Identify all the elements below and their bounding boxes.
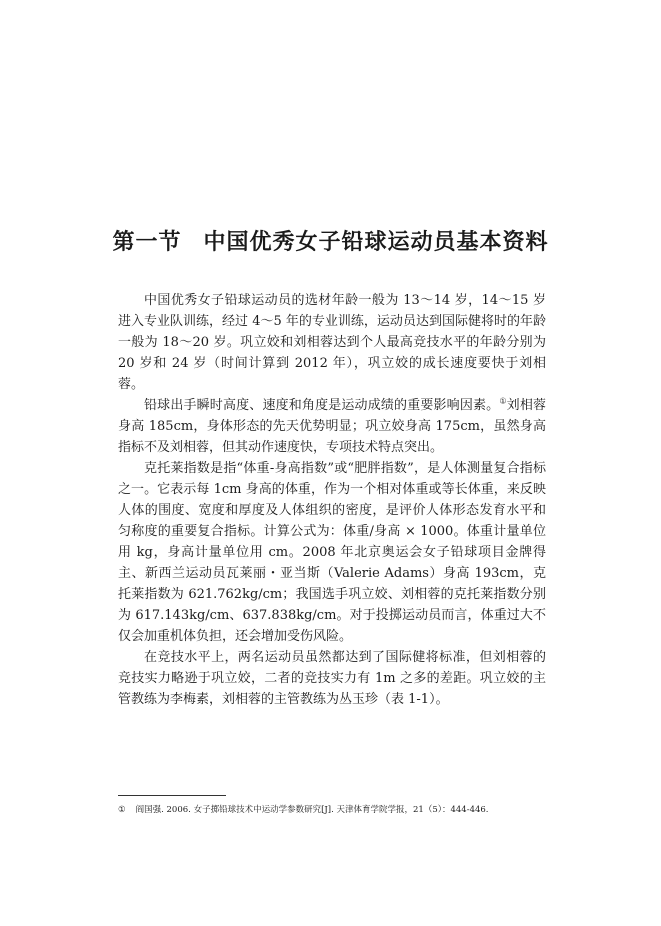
paragraph-text: 铅球出手瞬时高度、速度和角度是运动成绩的重要影响因素。 <box>144 398 500 413</box>
section-title: 中国优秀女子铅球运动员基本资料 <box>203 229 549 256</box>
footnote <box>118 804 558 816</box>
paragraph-text: 刘相蓉身高 185cm，身体形态的先天优势明显；巩立姣身高 175cm，虽然身高指标不及刘相蓉，但其动作速度快，专项技术特点突出。 <box>118 398 546 455</box>
footnote-reference: ① <box>499 396 507 406</box>
footnote-marker: ① <box>118 805 126 815</box>
paragraph-selection-age: 中国优秀女子铅球运动员的选材年龄一般为 13～14 岁，14～15 岁进入专业队训练，经过 4～5 年的专业训练，运动员达到国际健将时的年龄一般为 18～20 岁。巩立姣和刘相蓉达到个人最高竞技水平的年龄分别为 20 岁和 24 岁（时间计算到 2012 年），巩立姣的成长速度要快于刘相蓉。 <box>118 293 546 392</box>
paragraph-quetelet-index: 克托莱指数是指“体重-身高指数”或“肥胖指数”，是人体测量复合指标之一。它表示每 1cm 身高的体重，作为一个相对体重或等长体重，来反映人体的围度、宽度和厚度及人体组织的密度，是评价人体形态发育水平和匀称度的重要复合指标。计算公式为：体重/身高 × 1000。体重计量单位用 kg，身高计量单位用 cm。2008 年北京奥运会女子铅球项目金牌得主、新西兰运动员瓦莱丽・亚当斯（Valerie Adams）身高 193cm，克托莱指数为 621.762kg/cm；我国选手巩立姣、刘相蓉的克托莱指数分别为 617.143kg/cm、637.838kg/cm。对于投掷运动员而言，体重过大不仅会加重机体负担，还会增加受伤风险。 <box>118 461 546 644</box>
footnote-text: 阎国强. 2006. 女子掷铅球技术中运动学参数研究[J]. 天津体育学院学报，21（5）：444-446. <box>135 805 489 815</box>
footnote-divider <box>118 795 226 796</box>
body-text <box>118 290 546 710</box>
section-number: 第一节 <box>112 229 182 256</box>
section-heading <box>0 225 661 256</box>
paragraph-release-factors <box>118 395 546 458</box>
paragraph-competitive-level: 在竞技水平上，两名运动员虽然都达到了国际健将标准，但刘相蓉的竞技实力略逊于巩立姣，二者的竞技实力有 1m 之多的差距。巩立姣的主管教练为李梅素，刘相蓉的主管教练为丛玉珍（表 1-1）。 <box>118 650 546 707</box>
